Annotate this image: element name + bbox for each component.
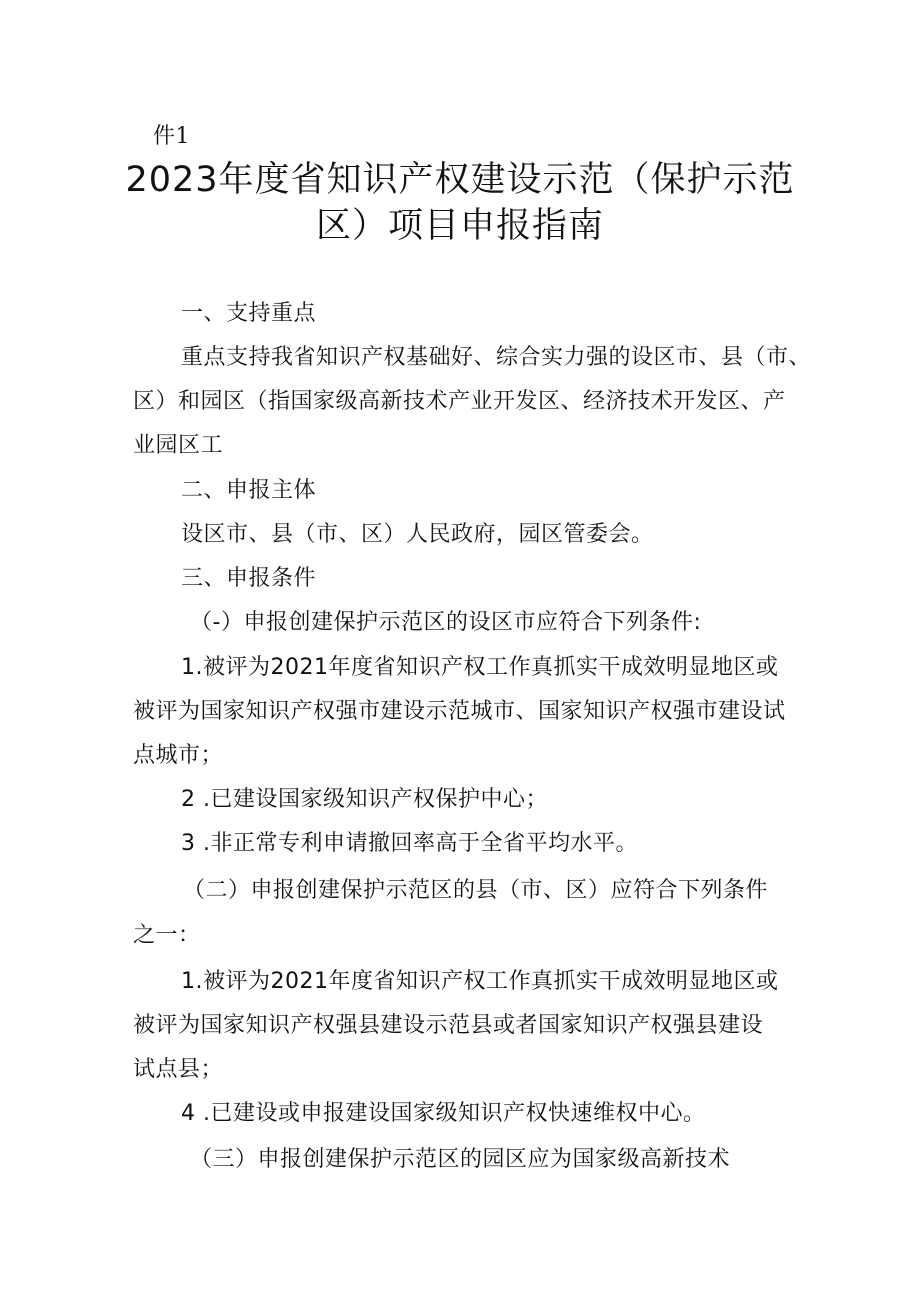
list-item-line: 之一： — [133, 923, 201, 948]
subsection-heading-park: （三）申报创建保护示范区的园区应为国家级高新技术 — [190, 1147, 731, 1172]
section-heading-support-focus: 一、支持重点 — [181, 301, 317, 326]
list-item-line: 1.被评为2021年度省知识产权工作真抓实干成效明显地区或 — [181, 655, 779, 680]
list-item-line: 被评为国家知识产权强市建设示范城市、国家知识产权强市建设试 — [133, 699, 786, 724]
subsection-heading-city: （-）申报创建保护示范区的设区市应符合下列条件: — [190, 610, 702, 635]
list-item-line: 2 .已建设国家级知识产权保护中心； — [181, 787, 548, 812]
list-item-line: 4 .已建设或申报建设国家级知识产权快速维权中心。 — [181, 1101, 706, 1126]
attachment-label: 件1 — [153, 124, 190, 149]
section-heading-conditions: 三、申报条件 — [181, 566, 317, 591]
list-item-line: 3 .非正常专利申请撤回率高于全省平均水平。 — [181, 831, 638, 856]
list-item-line: 点城市； — [133, 743, 224, 768]
document-title-line-1: 2023年度省知识产权建设示范（保护示范 — [125, 160, 795, 200]
list-item-line: 1.被评为2021年度省知识产权工作真抓实干成效明显地区或 — [181, 969, 779, 994]
list-item-line: 被评为国家知识产权强县建设示范县或者国家知识产权强县建设 — [133, 1013, 764, 1038]
body-paragraph-line: 区）和园区（指国家级高新技术产业开发区、经济技术开发区、产 — [133, 389, 786, 414]
body-paragraph-line: 重点支持我省知识产权基础好、综合实力强的设区市、县（市、 — [181, 345, 812, 370]
list-item-line: 试点县； — [133, 1057, 224, 1082]
body-paragraph-line: 业园区工 — [133, 433, 224, 458]
section-heading-applicant: 二、申报主体 — [181, 478, 317, 503]
body-paragraph-line: 设区市、县（市、区）人民政府，园区管委会。 — [181, 522, 654, 547]
subsection-heading-county: （二）申报创建保护示范区的县（市、区）应符合下列条件 — [183, 878, 769, 903]
document-title-line-2: 区）项目申报指南 — [315, 206, 604, 246]
